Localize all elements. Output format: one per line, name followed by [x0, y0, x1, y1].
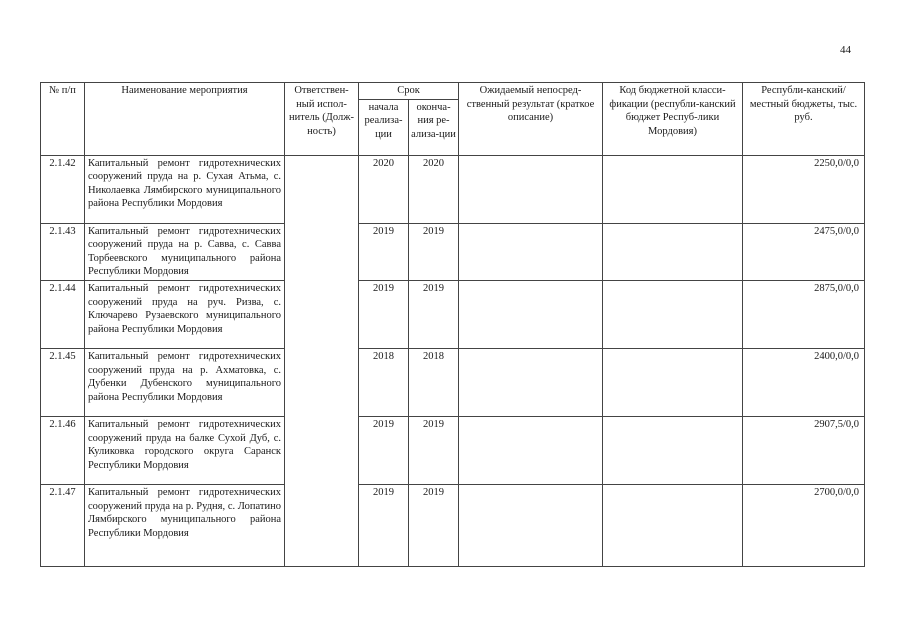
row-num: 2.1.47: [41, 484, 85, 566]
row-num: 2.1.42: [41, 155, 85, 223]
row-start: 2018: [359, 348, 409, 416]
measures-table: [40, 82, 865, 567]
header-start: начала реализа-ции: [359, 99, 409, 155]
row-result: [459, 348, 603, 416]
row-code: [603, 223, 743, 280]
row-name: Капитальный ремонт гидротехнических сооружений пруда на балке Сухой Дуб, с. Куликовка городского округа Саранск Республики Мордовия: [85, 416, 285, 484]
row-start: 2019: [359, 280, 409, 348]
table-row: [41, 280, 865, 348]
row-end: 2019: [409, 416, 459, 484]
table-row: [41, 348, 865, 416]
table-row: [41, 416, 865, 484]
row-name: Капитальный ремонт гидротехнических сооружений пруда на р. Сухая Атьма, с. Николаевка Лямбирского муниципального района Республики Мордовия: [85, 155, 285, 223]
header-num: № п/п: [41, 83, 85, 156]
row-code: [603, 155, 743, 223]
row-responsible: [285, 155, 359, 566]
row-budget: 2907,5/0,0: [743, 416, 865, 484]
row-start: 2019: [359, 484, 409, 566]
row-start: 2019: [359, 416, 409, 484]
row-code: [603, 348, 743, 416]
row-result: [459, 416, 603, 484]
row-code: [603, 484, 743, 566]
page-number: 44: [840, 44, 851, 56]
row-name: Капитальный ремонт гидротехнических сооружений пруда на р. Ахматовка, с. Дубенки Дубенского муниципального района Республики Мордовия: [85, 348, 285, 416]
header-budget: Республи-канский/местный бюджеты, тыс. руб.: [743, 83, 865, 156]
row-end: 2020: [409, 155, 459, 223]
row-budget: 2475,0/0,0: [743, 223, 865, 280]
header-name: Наименование мероприятия: [85, 83, 285, 156]
row-budget: 2250,0/0,0: [743, 155, 865, 223]
row-num: 2.1.44: [41, 280, 85, 348]
row-budget: 2400,0/0,0: [743, 348, 865, 416]
row-result: [459, 280, 603, 348]
row-end: 2019: [409, 280, 459, 348]
table-row: [41, 155, 865, 223]
row-num: 2.1.43: [41, 223, 85, 280]
row-code: [603, 416, 743, 484]
row-end: 2019: [409, 484, 459, 566]
row-num: 2.1.46: [41, 416, 85, 484]
row-result: [459, 484, 603, 566]
row-result: [459, 223, 603, 280]
row-budget: 2700,0/0,0: [743, 484, 865, 566]
row-name: Капитальный ремонт гидротехнических сооружений пруда на р. Рудня, с. Лопатино Лямбирского муниципального района Республики Мордовия: [85, 484, 285, 566]
header-term: Срок: [359, 83, 459, 100]
row-name: Капитальный ремонт гидротехнических сооружений пруда на руч. Ризва, с. Ключарево Рузаевского муниципального района Республики Мордовия: [85, 280, 285, 348]
row-start: 2020: [359, 155, 409, 223]
row-end: 2018: [409, 348, 459, 416]
table-row: [41, 223, 865, 280]
header-responsible: Ответствен-ный испол-нитель (Долж-ность): [285, 83, 359, 156]
row-code: [603, 280, 743, 348]
row-start: 2019: [359, 223, 409, 280]
header-result: Ожидаемый непосред-ственный результат (краткое описание): [459, 83, 603, 156]
row-name: Капитальный ремонт гидротехнических сооружений пруда на р. Савва, с. Савва Торбеевского муниципального района Республики Мордовия: [85, 223, 285, 280]
row-end: 2019: [409, 223, 459, 280]
row-result: [459, 155, 603, 223]
row-budget: 2875,0/0,0: [743, 280, 865, 348]
row-num: 2.1.45: [41, 348, 85, 416]
header-end: оконча-ния ре-ализа-ции: [409, 99, 459, 155]
table-row: [41, 484, 865, 566]
header-code: Код бюджетной класси-фикации (республи-канский бюджет Респуб-лики Мордовия): [603, 83, 743, 156]
